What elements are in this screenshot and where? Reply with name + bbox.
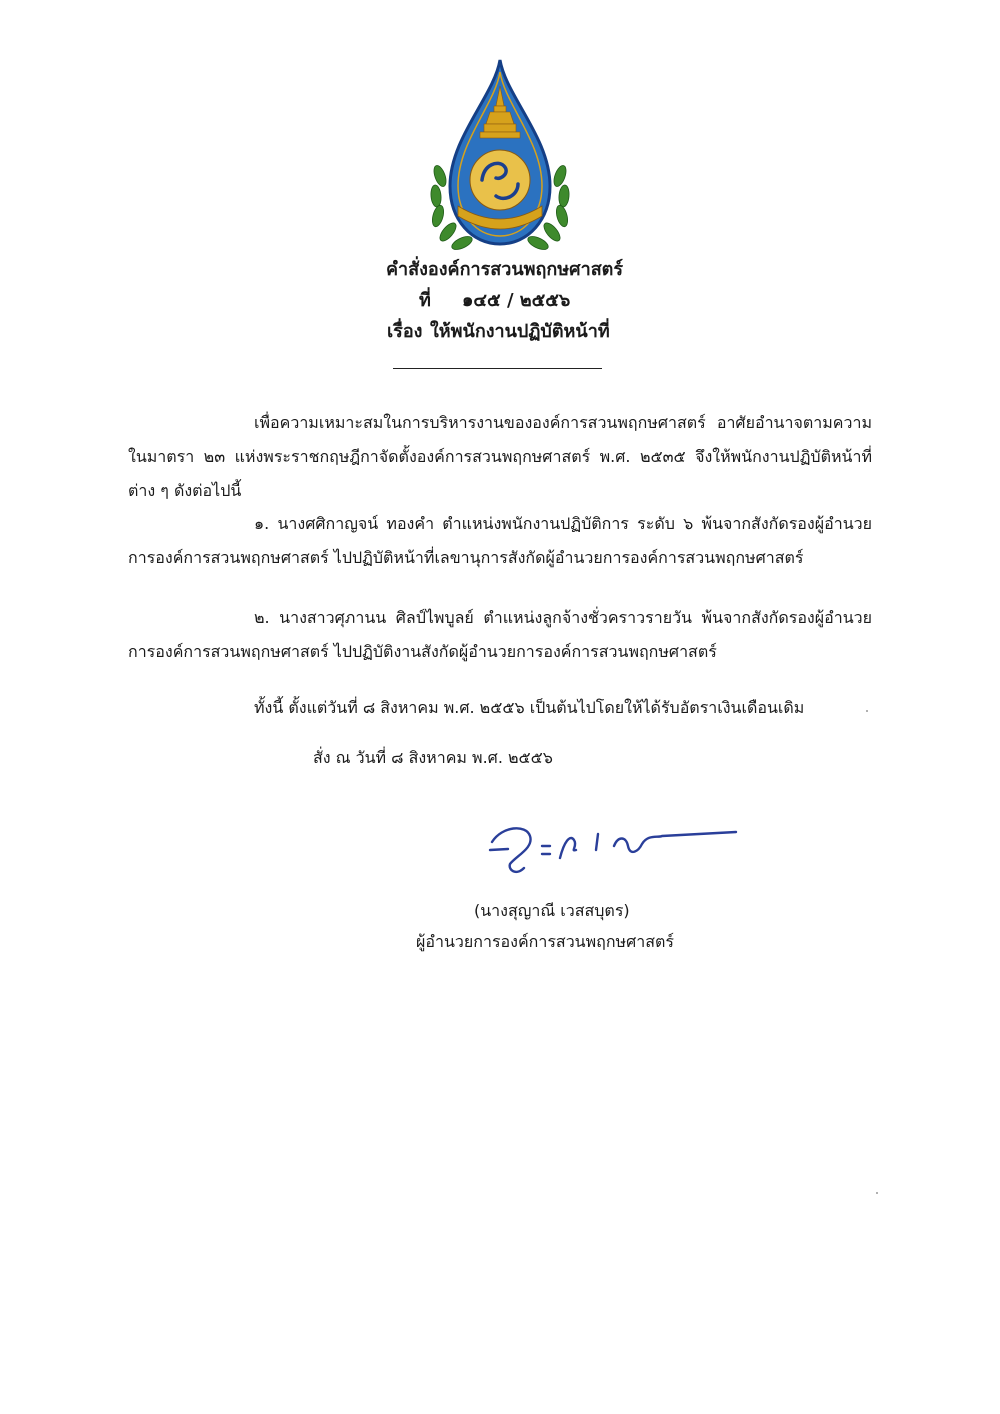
- order-item-1: ๑. นางศศิกาญจน์ ทองคำ ตำแหน่งพนักงานปฏิบัติการ ระดับ ๖ พ้นจากสังกัดรองผู้อำนวยการองค์การสวนพฤกษศาสตร์ ไปปฏิบัติหน้าที่เลขานุการสังกัดผู้อำนวยการองค์การสวนพฤกษศาสตร์: [128, 514, 872, 567]
- effective-date-line: ทั้งนี้ ตั้งแต่วันที่ ๘ สิงหาคม พ.ศ. ๒๕๕๖ เป็นต้นไปโดยให้ได้รับอัตราเงินเดือนเดิม: [254, 698, 805, 717]
- order-number-label: ที่: [419, 290, 431, 311]
- signatory-position: ผู้อำนวยการองค์การสวนพฤกษศาสตร์: [416, 932, 674, 951]
- scan-speck: [866, 710, 868, 712]
- subject-label: เรื่อง: [387, 321, 423, 342]
- scan-speck: [876, 1192, 878, 1194]
- header-divider: [393, 368, 602, 369]
- order-number: ๑๔๕ / ๒๕๕๖: [462, 290, 571, 311]
- handwritten-signature: [486, 816, 740, 882]
- order-item-2: ๒. นางสาวศุภานน ศิลป์ไพบูลย์ ตำแหน่งลูกจ้างชั่วคราวรายวัน พ้นจากสังกัดรองผู้อำนวยการองค์การสวนพฤกษศาสตร์ ไปปฏิบัติงานสังกัดผู้อำนวยการองค์การสวนพฤกษศาสตร์: [128, 608, 872, 661]
- intro-paragraph: เพื่อความเหมาะสมในการบริหารงานขององค์การสวนพฤกษศาสตร์ อาศัยอำนาจตามความในมาตรา ๒๓ แห่งพระราชกฤษฎีกาจัดตั้งองค์การสวนพฤกษศาสตร์ พ.ศ. ๒๕๓๕ จึงให้พนักงานปฏิบัติหน้าที่ต่าง ๆ ดังต่อไปนี้: [128, 413, 872, 500]
- subject-value: ให้พนักงานปฏิบัติหน้าที่: [430, 321, 610, 342]
- signatory-name: (นางสุญาณี เวสสบุตร): [474, 901, 630, 920]
- order-title: คำสั่งองค์การสวนพฤกษศาสตร์: [386, 259, 624, 280]
- ordered-date-line: สั่ง ณ วันที่ ๘ สิงหาคม พ.ศ. ๒๕๕๖: [313, 748, 553, 767]
- organization-logo: [424, 56, 576, 252]
